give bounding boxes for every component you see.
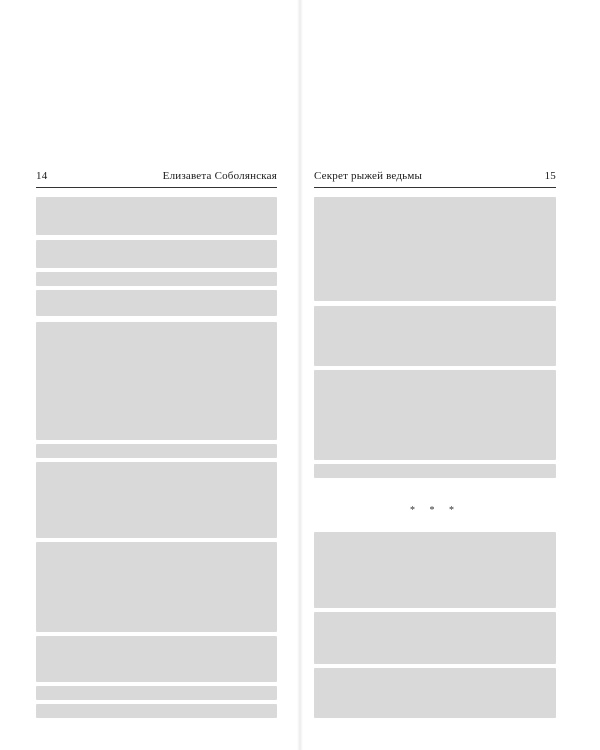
paragraph-placeholder [314,464,556,478]
left-running-head [36,170,277,186]
right-page [300,0,600,750]
paragraph-placeholder [314,612,556,664]
left-header-rule [36,187,277,188]
left-author-name: Елизавета Соболянская [162,170,277,182]
paragraph-placeholder [36,197,277,235]
paragraph-placeholder [36,686,277,700]
paragraph-placeholder [36,636,277,682]
paragraph-placeholder [314,306,556,366]
paragraph-placeholder [314,668,556,718]
right-running-head [314,170,556,186]
paragraph-placeholder [36,704,277,718]
section-break-ornament: * * * [410,505,460,516]
right-book-title: Секрет рыжей ведьмы [314,170,423,182]
paragraph-placeholder [36,542,277,632]
paragraph-placeholder [314,370,556,460]
paragraph-placeholder [36,290,277,316]
right-header-rule [314,187,556,188]
right-page-number: 15 [544,170,556,182]
left-page-number: 14 [36,170,48,182]
paragraph-placeholder [314,197,556,301]
paragraph-placeholder [314,532,556,608]
paragraph-placeholder [36,272,277,286]
paragraph-placeholder [36,444,277,458]
paragraph-placeholder [36,462,277,538]
paragraph-placeholder [36,322,277,440]
paragraph-placeholder [36,240,277,268]
